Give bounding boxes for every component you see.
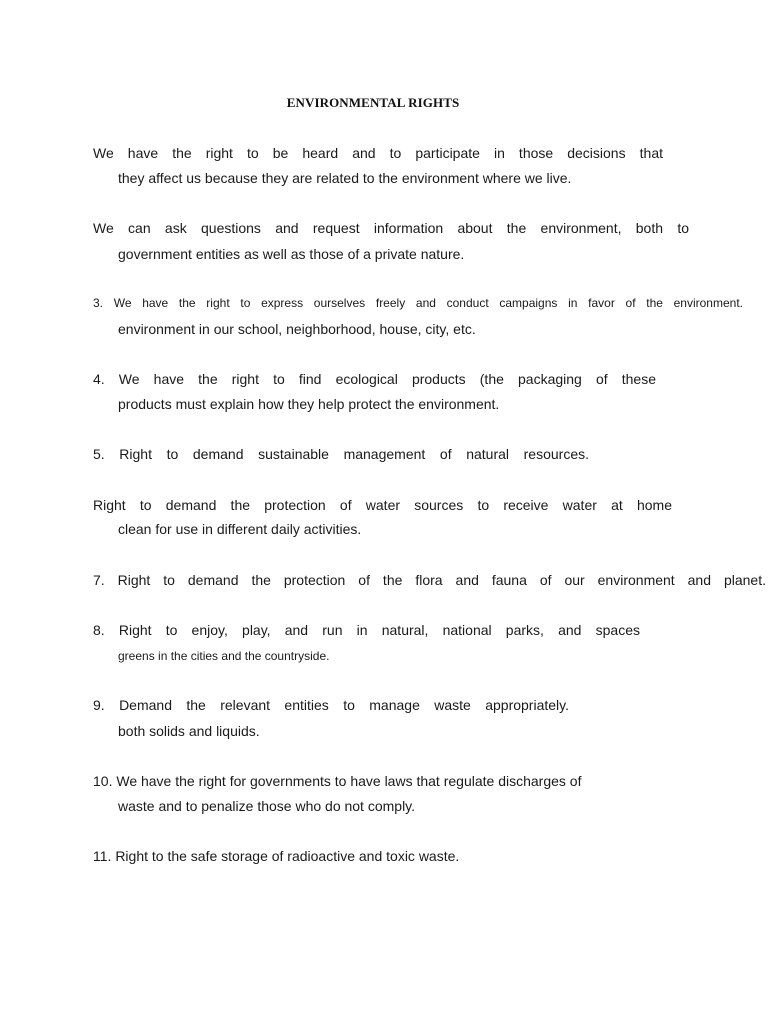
list-item-1-line-1: We have the right to be heard and to participate in those decisions that: [93, 145, 663, 161]
list-item-4-line-2: products must explain how they help protect the environment.: [118, 396, 500, 412]
list-item-9-line-1: 9. Demand the relevant entities to manage waste appropriately.: [93, 697, 569, 713]
list-item-3-line-2: environment in our school, neighborhood, house, city, etc.: [118, 321, 476, 337]
list-item-9-line-2: both solids and liquids.: [118, 723, 260, 739]
list-item-5-line-1: 5. Right to demand sustainable management of natural resources.: [93, 446, 589, 462]
list-item-2-line-2: government entities as well as those of a private nature.: [118, 246, 465, 262]
list-item-1-line-2: they affect us because they are related to the environment where we live.: [118, 170, 572, 186]
list-item-11-line-1: 11. Right to the safe storage of radioactive and toxic waste.: [93, 848, 460, 864]
list-item-8-line-2: greens in the cities and the countryside.: [118, 649, 330, 663]
list-item-7-line-1: 7. Right to demand the protection of the flora and fauna of our environment and planet.: [93, 572, 766, 588]
document-title: ENVIRONMENTAL RIGHTS: [286, 95, 460, 110]
list-item-4-line-1: 4. We have the right to find ecological products (the packaging of these: [93, 371, 656, 387]
list-item-10-line-1: 10. We have the right for governments to have laws that regulate discharges of: [93, 773, 582, 789]
list-item-10-line-2: waste and to penalize those who do not comply.: [118, 798, 416, 814]
list-item-6-line-2: clean for use in different daily activities.: [118, 521, 362, 537]
list-item-2-line-1: We can ask questions and request information about the environment, both to: [93, 220, 689, 236]
list-item-8-line-1: 8. Right to enjoy, play, and run in natural, national parks, and spaces: [93, 622, 640, 638]
list-item-3-line-1: 3. We have the right to express ourselves freely and conduct campaigns in favor of the environment.: [93, 296, 743, 310]
list-item-6-line-1: Right to demand the protection of water sources to receive water at home: [93, 497, 672, 513]
